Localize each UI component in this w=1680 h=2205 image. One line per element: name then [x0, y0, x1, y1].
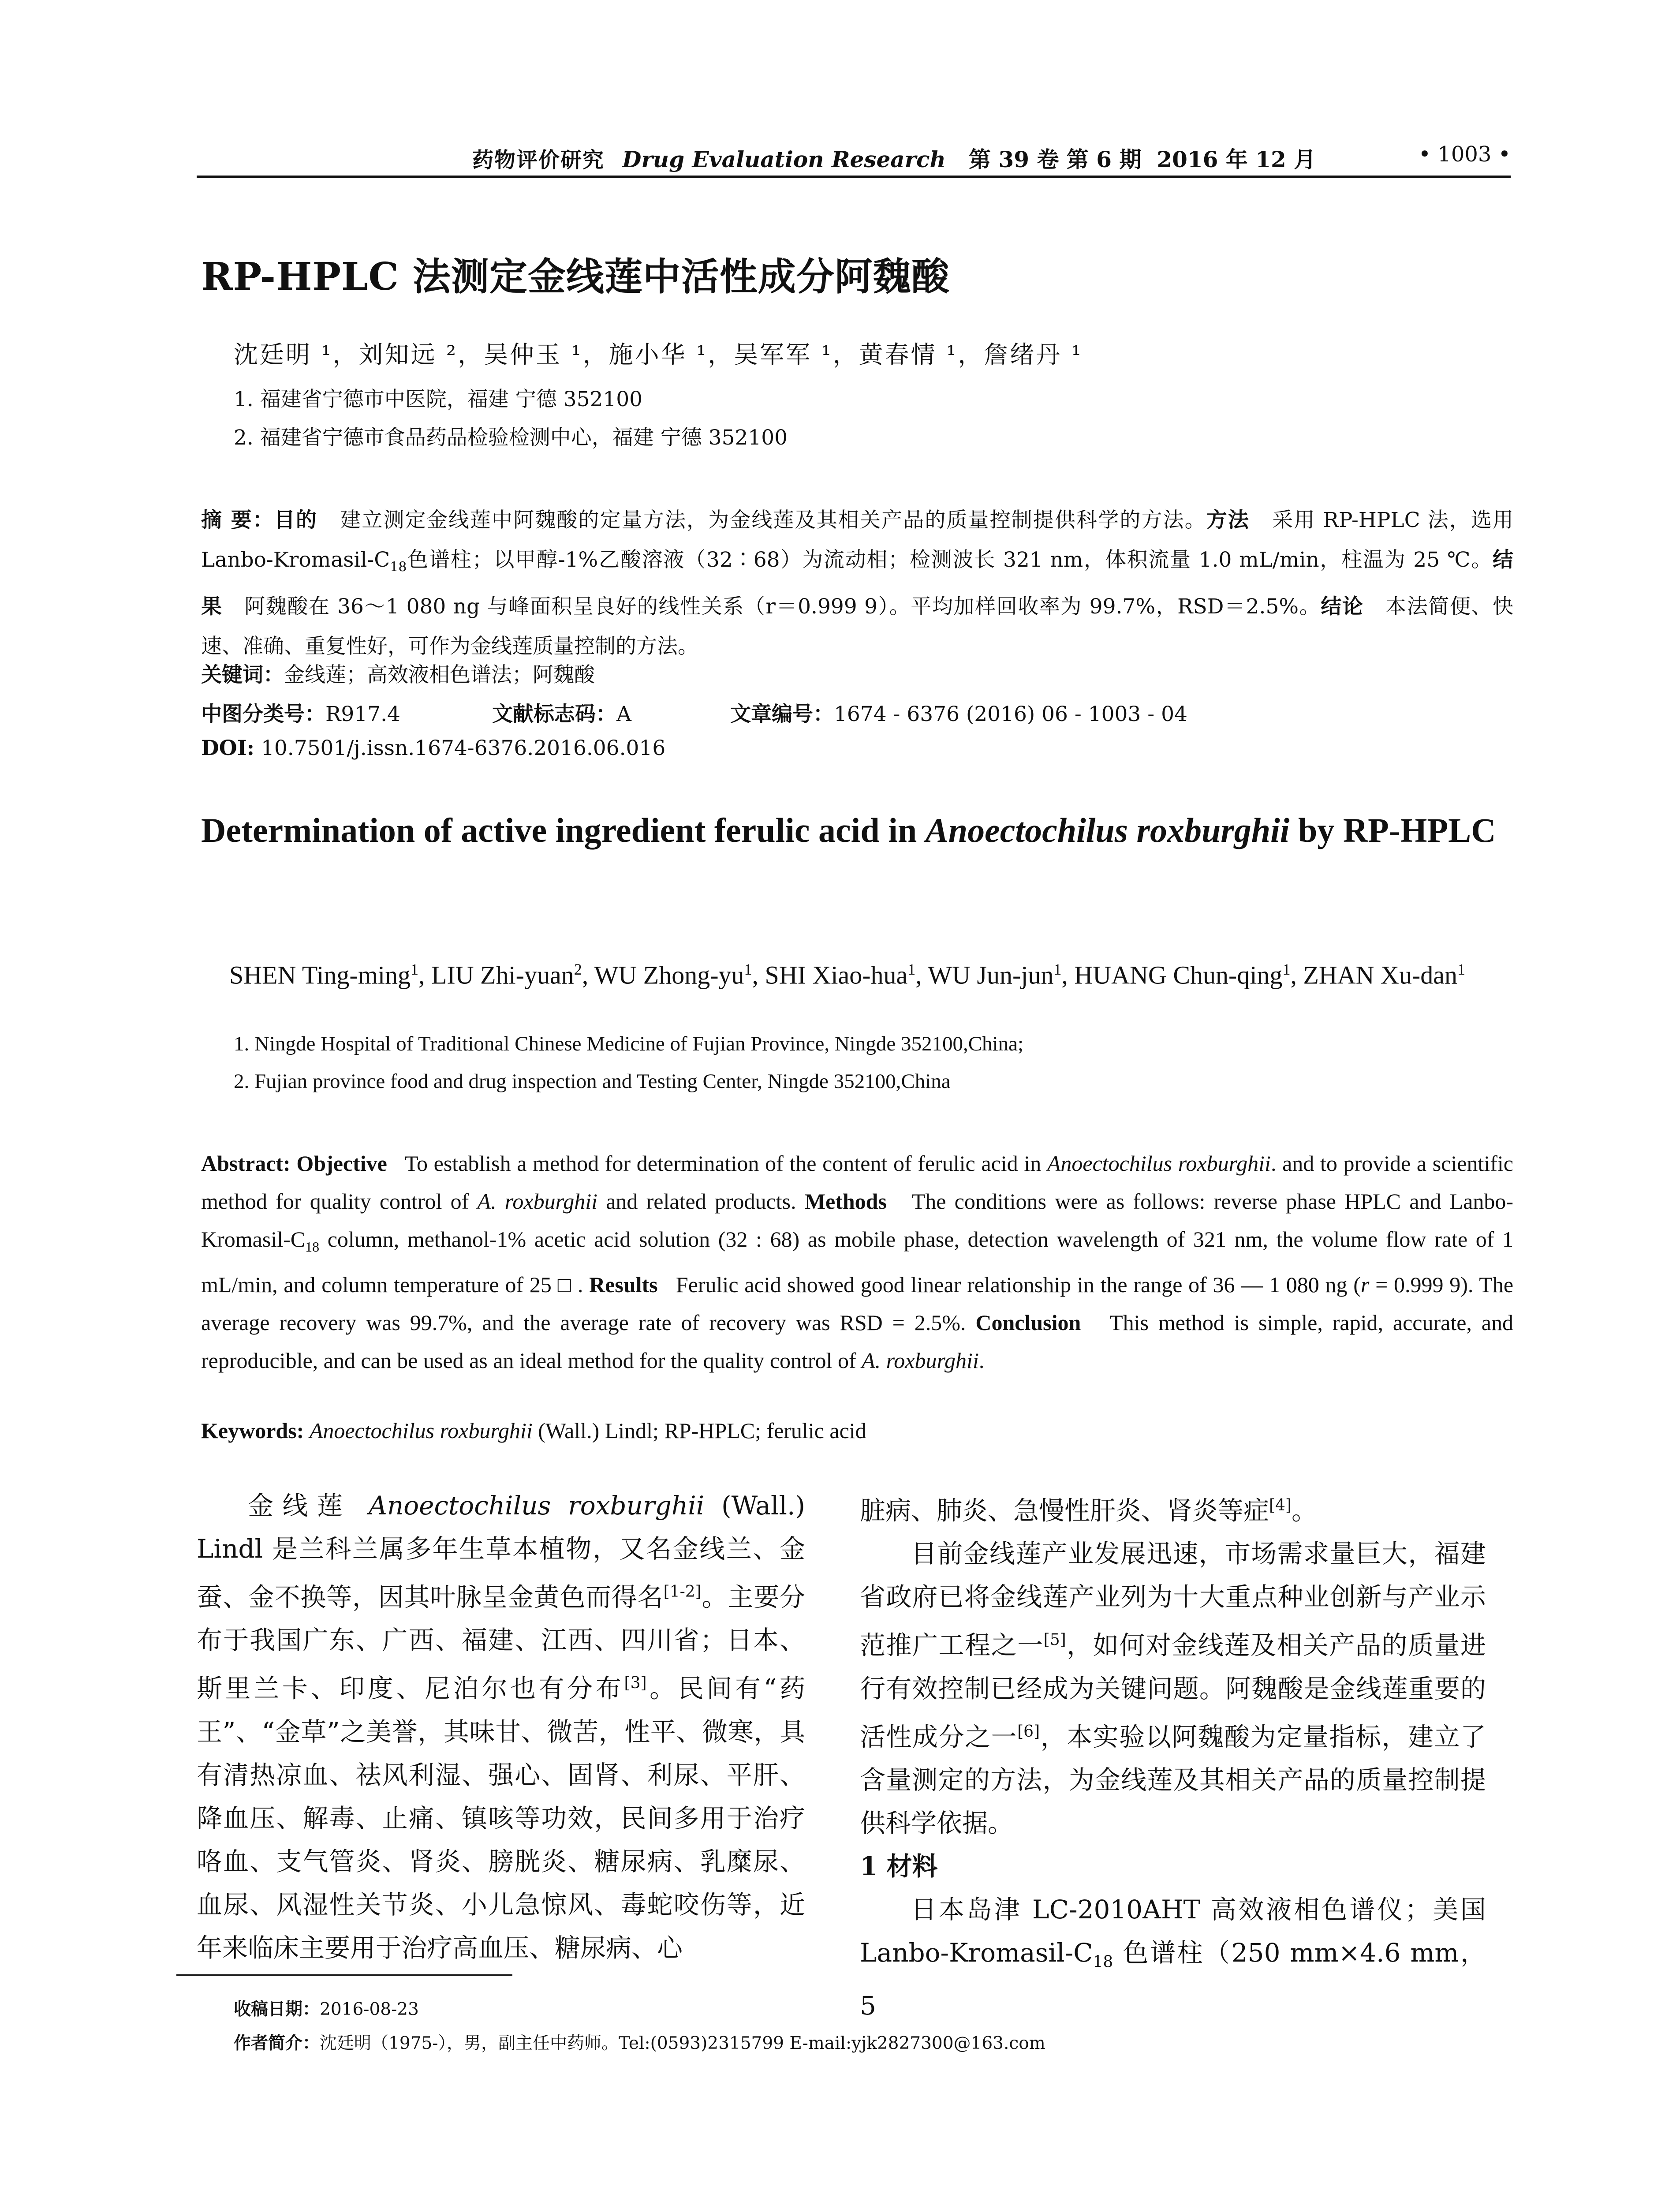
- classification-row: [201, 698, 1187, 727]
- page-number: • 1003 •: [1418, 142, 1511, 167]
- clc-number: 中图分类号：R917.4: [201, 702, 400, 726]
- author-en: SHEN Ting-ming: [229, 960, 411, 990]
- document-code: 文献标志码：A: [492, 702, 631, 726]
- author-en: ZHAN Xu-dan: [1303, 960, 1457, 990]
- author-en: WU Jun-jun: [928, 960, 1054, 990]
- article-number: 文章编号：1674 - 6376 (2016) 06 - 1003 - 04: [730, 702, 1187, 726]
- abstract-cn: 摘 要：目的 建立测定金线莲中阿魏酸的定量方法，为金线莲及其相关产品的质量控制提供科学的方法。方法 采用 RP-HPLC 法，选用 Lanbo-$Kromasil-C_{18}$色谱柱；以甲醇-1%乙酸溶液（32∶68）为流动相；检测波长 321 nm，体积流量 1.0 mL/min，柱温为 25 ℃。结果 阿魏酸在 36～1 080 ng 与峰面积呈良好的线性关系（r＝0.999 9）。平均加样回收率为 99.7%，RSD＝2.5%。结论 本法简便、快速、准确、重复性好，可作为金线莲质量控制的方法。: [201, 508, 1514, 659]
- authors-en: SHEN Ting-ming$^1$, LIU Zhi-yuan$^2$, WU Zhong-$yu^1$, SHI Xiao-hua$^1$, WU Jun-jun$^1$, HUANG Chun-qing$^1$, ZHAN Xu-dan$^1$: [229, 960, 1465, 990]
- header-rule: [197, 176, 1511, 178]
- body-paragraph-1-cont: 脏病、肺炎、急慢性肝炎、肾炎等症[4]。: [860, 1495, 1318, 1526]
- author-en: HUANG Chun-qing: [1074, 960, 1283, 990]
- authors-cn: 沈廷明 ¹，刘知远 ²，吴仲玉 ¹，施小华 ¹，吴军军 ¹，黄春情 ¹，詹绪丹 ¹: [234, 340, 1083, 369]
- author-en: SHI Xiao-hua: [765, 960, 908, 990]
- footnote-rule: [176, 1974, 512, 1976]
- affiliation-en-2: 2. Fujian province food and drug inspection and Testing Center, Ningde 352100,China: [234, 1070, 951, 1093]
- section-heading-materials: 1 材料: [860, 1851, 938, 1881]
- body-paragraph-3: 日本岛津 LC-2010AHT 高效液相色谱仪；美国 Lanbo-$Kromasil-C_{18}$ 色谱柱（250 mm×4.6 mm，5: [860, 1894, 1486, 2021]
- body-column-left: [197, 1484, 805, 1970]
- running-header: [197, 140, 1511, 180]
- affiliation-en-1: 1. Ningde Hospital of Traditional Chinese Medicine of Fujian Province, Ningde 352100,China;: [234, 1032, 1024, 1055]
- affiliation-cn-1: 1. 福建省宁德市中医院，福建 宁德 352100: [234, 387, 643, 411]
- author-en: WU Zhong-yu: [594, 960, 744, 990]
- body-column-right: [860, 1484, 1486, 2027]
- affiliation-cn-2: 2. 福建省宁德市食品药品检验检测中心，福建 宁德 352100: [234, 426, 788, 450]
- abstract-en: Abstract: Objective To establish a method for determination of the content of ferulic acid in Anoectochilus roxburghii. and to provide a scientific method for quality control of A. roxburghii and related products. Methods The conditions were as follows: reverse phase HPLC and Lanbo-$Kromasil-C_{18}$ column, methanol-1% acetic acid solution (32 : 68) as mobile phase, detection wavelength of 321 nm, the volume flow rate of 1 mL/min, and column temperature of 25 □ . Results Ferulic acid showed good linear relationship in the range of 36 — 1 080 ng (r = 0.999 9). The average recovery was 99.7%, and the average rate of recovery was RSD = 2.5%. Conclusion This method is simple, rapid, accurate, and reproducible, and can be used as an ideal method for the quality control of A. roxburghii.: [201, 1151, 1514, 1373]
- footnote-received: 收稿日期：2016-08-23: [234, 1999, 419, 2019]
- body-paragraph-2: 目前金线莲产业发展迅速，市场需求量巨大，福建省政府已将金线莲产业列为十大重点种业创新与产业示范推广工程之一[5]，如何对金线莲及相关产品的质量进行有效控制已经成为关键问题。阿魏酸是金线莲重要的活性成分之一[6]，本实验以阿魏酸为定量指标，建立了含量测定的方法，为金线莲及其相关产品的质量控制提供科学依据。: [860, 1539, 1486, 1838]
- keywords-cn: 关键词：金线莲；高效液相色谱法；阿魏酸: [201, 663, 595, 687]
- title-en: Determination of active ingredient ferulic acid in Anoectochilus roxburghii by RP-HPLC: [201, 811, 1496, 849]
- body-paragraph-1: 金线莲 Anoectochilus roxburghii (Wall.) Lindl 是兰科兰属多年生草本植物，又名金线兰、金蚕、金不换等，因其叶脉呈金黄色而得名[1-2]。主要分布于我国广东、广西、福建、江西、四川省；日本、斯里兰卡、印度、尼泊尔也有分布[3]。民间有“药王”、“金草”之美誉，其味甘、微苦，性平、微寒，具有清热凉血、祛风利湿、强心、固肾、利尿、平肝、降血压、解毒、止痛、镇咳等功效，民间多用于治疗咯血、支气管炎、肾炎、膀胱炎、糖尿病、乳糜尿、血尿、风湿性关节炎、小儿急惊风、毒蛇咬伤等，近年来临床主要用于治疗高血压、糖尿病、心: [197, 1491, 806, 1963]
- doi: DOI: 10.7501/j.issn.1674-6376.2016.06.016: [201, 736, 666, 760]
- footnote-author: 作者简介：沈廷明（1975-），男，副主任中药师。Tel:(0593)2315799 E-mail:yjk2827300@163.com: [234, 2033, 1045, 2053]
- title-cn: RP-HPLC 法测定金线莲中活性成分阿魏酸: [201, 254, 950, 299]
- author-en: LIU Zhi-yuan: [431, 960, 574, 990]
- keywords-en: Keywords: Anoectochilus roxburghii (Wall.) Lindl; RP-HPLC; ferulic acid: [201, 1418, 866, 1443]
- journal-name: 药物评价研究 Drug Evaluation Research 第 39 卷 第 6 期 2016 年 12 月: [472, 146, 1316, 172]
